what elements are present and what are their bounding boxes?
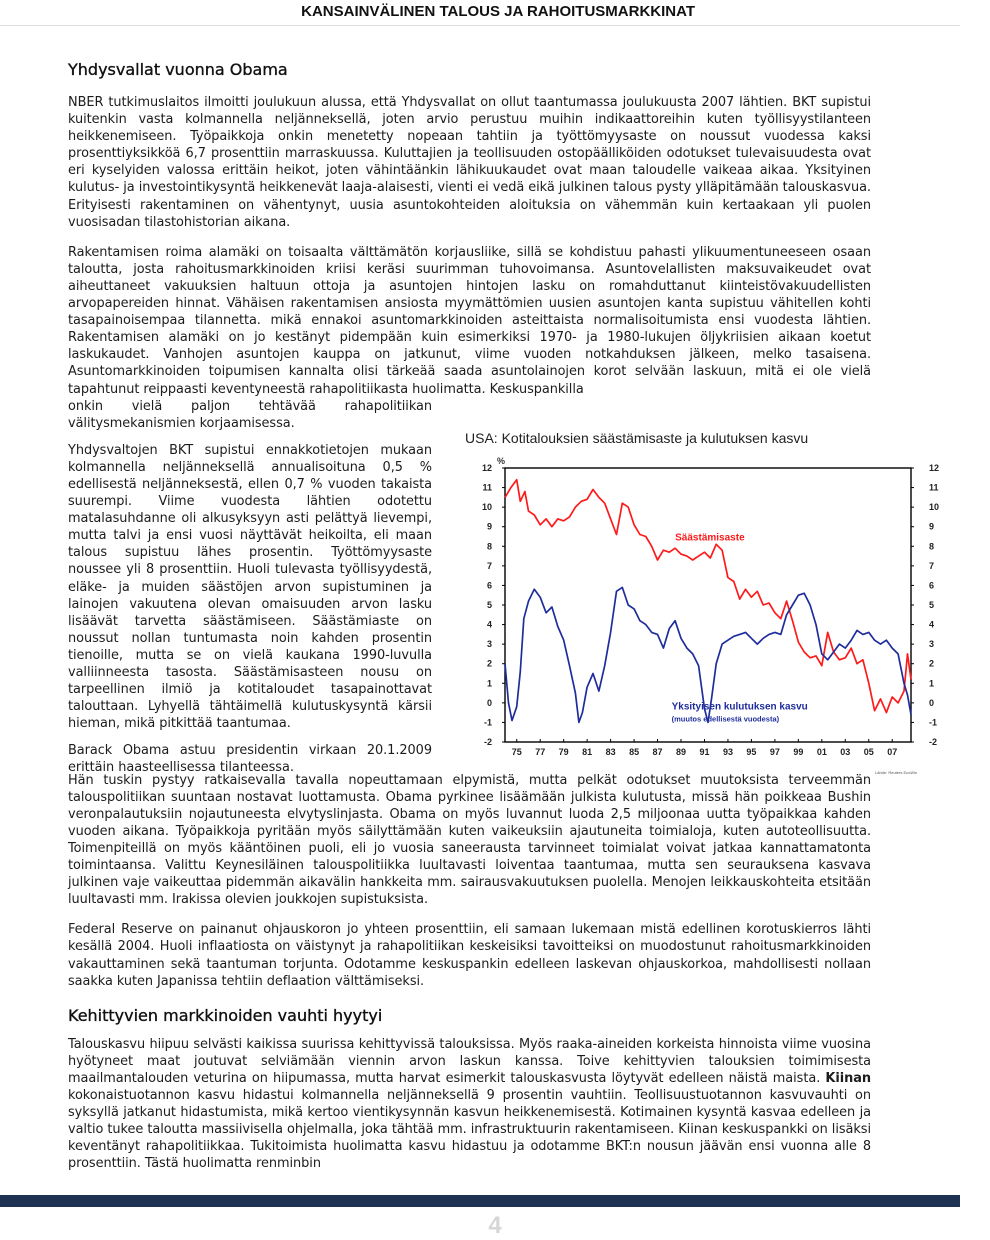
- header-rule: [0, 25, 960, 26]
- x-tick-label: 87: [652, 746, 663, 757]
- y-tick-label-right: 8: [929, 540, 935, 551]
- x-tick-label: 75: [511, 746, 522, 757]
- x-tick-label: 77: [535, 746, 546, 757]
- y-tick-label-right: 9: [929, 521, 935, 532]
- y-tick-label-left: 3: [486, 638, 492, 649]
- x-tick-label: 97: [769, 746, 780, 757]
- x-tick-label: 85: [629, 746, 640, 757]
- y-tick-label-left: 6: [486, 580, 492, 591]
- y-tick-label-right: 10: [929, 501, 940, 512]
- paragraph-obama-lead: Barack Obama astuu presidentin virkaan 20.1.2009 erittäin haasteellisessa tilanteessa.: [68, 743, 432, 776]
- chart-source: Lähde: Reuters EcoWin: [875, 769, 918, 775]
- y-tick-label-left: -2: [483, 736, 492, 747]
- chart-title: USA: Kotitalouksien säästämisaste ja kulutuksen kasvu: [465, 429, 809, 446]
- x-tick-label: 05: [863, 746, 874, 757]
- y-tick-label-left: 5: [486, 599, 492, 610]
- y-tick-label-right: 11: [929, 482, 939, 493]
- x-tick-label: 91: [699, 746, 710, 757]
- y-tick-label-left: 11: [482, 482, 492, 493]
- y-tick-label-right: 5: [929, 599, 935, 610]
- y-axis-unit: %: [497, 455, 506, 466]
- x-tick-label: 99: [793, 746, 804, 757]
- paragraph-monetary-mechanism: onkin vielä paljon tehtävää rahapolitiikan välitysmekanismien korjaamisessa.: [68, 398, 432, 431]
- article-body: [68, 60, 940, 1172]
- paragraph-emerging-a: Talouskasvu hiipuu selvästi kaikissa suurissa kehittyvissä talouksissa. Myös raaka-aineiden korkeista hinnoista viime vuosina hyötyneet maat joutuvat selviämään viennin arvon laskun kanssa. Toive kehittyvien talouksien toimimisesta maailmantalouden veturina on hiipumassa, mutta harvat esimerkit talouskasvusta löytyvät edelleen näistä maista.: [68, 1036, 871, 1086]
- paragraph-emerging: [68, 1036, 871, 1173]
- china-bold: Kiinan: [825, 1070, 871, 1086]
- chart-wrap-section: [68, 398, 940, 776]
- paragraph-nber: NBER tutkimuslaitos ilmoitti joulukuun alussa, että Yhdysvallat on ollut taantumassa joulukuusta 2007 lähtien. BKT supistui kuitenkin vasta kolmannella neljänneksellä, joten arvio perustuu muihin indikaattoreihin kuten työllisyystilanteen heikkenemiseen. Työpaikkoja onkin menetetty nopeaan tahtiin ja työttömyysaste on noussut vuodessa kaksi prosenttiyksikköä 6,7 prosenttiin marraskuussa. Kuluttajien ja teollisuuden ostopäälliköiden odotukset tulevaisuudesta ovat eri kyselyiden valossa erittäin heikot, joten vähintäänkin lähikuukaudet ovat maan taloudelle vaikeaa aikaa. Yksityinen kulutus- ja investointikysyntä heikkenevät laaja-alaisesti, vienti ei vedä eikä julkinen talous pysty ylläpitämään talouskasvua. Erityisesti rakentaminen on vähentynyt, uusia asuntokohteiden aloituksia on vähemmän kuin kertaakaan yli puolen vuosisadan tilastohistorian aikana.: [68, 95, 871, 230]
- paragraph-gdp: Yhdysvaltojen BKT supistui ennakkotietojen mukaan kolmannella neljänneksellä annualisoituna 0,5 % edellisestä neljänneksestä, ellen 0,7 % vuoden takaista suurempi. Viime vuodesta lähtien odotettu matalasuhdanne oli alkusyksyyn asti pelättyä lievempi, mutta talvi ja ensi vuosi näyttävät heikoilta, eli maan talous supistuu lähes prosentin. Työttömyysaste noussee yli 8 prosenttiin. Huoli tulevasta työllisyydestä, eläke- ja muiden säästöjen arvon supistuminen ja lainojen vakuutena olevan omaisuuden arvon lasku lisäävät tarvetta säästämiseen. Säästämiaste on noussut nollan tuntumasta noin kahden prosentin tienoille, mutta se on vielä kaukana 1990-luvulla valliinneesta tasosta. Säästämisasteen nousu on tarpeellinen ilmiö ja kotitaloudet tasapainottavat talouttaan. Lyhyellä tähtäimellä kulutuskysyntä kärsii hieman, mikä pitkittää taantumaa.: [68, 442, 432, 732]
- y-tick-label-left: 9: [486, 521, 492, 532]
- y-tick-label-right: -1: [929, 717, 938, 728]
- chart-svg: [455, 452, 940, 782]
- consumption-series-label: Yksityisen kulutuksen kasvu: [671, 701, 808, 713]
- x-tick-label: 93: [722, 746, 733, 757]
- y-tick-label-right: 3: [929, 638, 935, 649]
- x-tick-label: 01: [816, 746, 827, 757]
- paragraph-emerging-b: kokonaistuotannon kasvu hidastui kolmannella neljänneksellä 9 prosentin vauhtiin. Teollisuustuotannon kasvuvauhti on syksyllä jatkanut hidastumista, mikä kertoo vientikysynnän kasvun heikkenemisestä. Kotimainen kysyntä kasvaa edelleen ja valtio tukee taloutta massiivisella ohjelmalla, joka tähtää mm. infrastruktuurin rakentamiseen. Kiinan keskuspankki on lisäksi keventänyt rahapolitiikkaa. Tukitoimista huolimatta kasvu hidastuu ja odotamme BKT:n nousun jäävän ensi vuonna alle 8 prosenttiin. Tästä huolimatta renminbin: [68, 1088, 871, 1172]
- y-tick-label-left: 10: [481, 501, 492, 512]
- chart-usa-saving-consumption: [455, 429, 940, 782]
- paragraph-construction: Rakentamisen roima alamäki on toisaalta välttämätön korjausliike, sillä se kohdistuu pahasti ylikuumentuneeseen osaan taloutta, josta rahoitusmarkkinoiden kriisi keräsi suurimman tuhovoimansa. Asuntovelallisten maksuvaikeudet ovat aiheuttaneet vakuuksien haltuun ottoja ja asuntojen hintojen lasku on romahduttanut kiinteistövakuudellisten arvopapereiden hinnat. Vähäisen rakentamisen ansiosta myymättömien uusien asuntojen kanta supistuu vähitellen kohti tasapainoisempaa tilannetta. mikä ennakoi asuntomarkkinoiden asteittaista normalisoitumista ensi vuodesta lähtien. Rakentamisen alamäki on jo kestänyt pidempään kuin esimerkiksi 1970- ja 1980-lukujen öljykriisien aikaan koetut laskukaudet. Vanhojen asuntojen kauppa on jatkunut, viime vuoden notkahduksen jälkeen, melko tasaisena. Asuntomarkkinoiden toipumisen kannalta olisi tärkeää saada asuntolainojen korot selvään laskuun, mitä ei ole vielä tapahtunut reippaasti keventyneestä rahapolitiikasta huolimatta. Keskuspankilla: [68, 244, 871, 397]
- y-tick-label-right: 6: [929, 580, 935, 591]
- y-tick-label-left: 0: [486, 697, 492, 708]
- y-tick-label-right: 4: [929, 619, 935, 630]
- y-tick-label-right: -2: [929, 736, 938, 747]
- y-tick-label-right: 2: [929, 658, 935, 669]
- y-tick-label-right: 1: [929, 677, 935, 688]
- saving-rate-line: [505, 479, 911, 712]
- footer-bar: [0, 1195, 960, 1207]
- consumption-series-sublabel: (muutos edellisestä vuodesta): [671, 714, 780, 724]
- section-title-usa: Yhdysvallat vuonna Obama: [68, 60, 288, 79]
- x-tick-label: 07: [887, 746, 898, 757]
- paragraph-obama: Hän tuskin pystyy ratkaisevalla tavalla nopeuttamaan elpymistä, mutta pelkät odotukset muutoksista terveemmän talouspolitiikan suuntaan nostavat luottamusta. Obama pyrkinee lisäämään julkista kulutusta, missä hän poikkeaa Bushin veronpalautuksiin nojautuneesta elvytyslinjasta. Obama on myös luvannut luoda 2,5 miljoonaa uutta työpaikkaa kahden vuoden aikana. Työpaikkoja pyritään myös säilyttämään kuten vaikeuksiin ajautuneita toimialoja, kuten autoteollisuutta. Toimenpiteillä on myös kääntöinen puoli, eli jo vuosia saneerausta tarvinneet toimialat voivat jatkaa kannattamatonta toimintaansa. Valittu Keynesiläinen talouspolitiikka luultavasti loiventaa taantumaa, mutta sen seurauksena kasvava julkinen vaje vaikeuttaa pidemmän aikavälin hankkeita mm. sairausvakuutuksen puolella. Menojen leikkauskohteita etsitään luultavasti mm. Irakissa olevien joukkojen supistuksista.: [68, 772, 871, 908]
- y-tick-label-right: 0: [929, 697, 935, 708]
- section-title-emerging: Kehittyvien markkinoiden vauhti hyytyi: [68, 1005, 383, 1025]
- y-tick-label-right: 12: [929, 462, 940, 473]
- x-tick-label: 83: [605, 746, 616, 757]
- running-header: KANSAINVÄLINEN TALOUS JA RAHOITUSMARKKINAT: [301, 3, 695, 20]
- x-tick-label: 89: [676, 746, 687, 757]
- x-tick-label: 79: [558, 746, 569, 757]
- y-tick-label-left: -1: [483, 717, 492, 728]
- y-tick-label-right: 7: [929, 560, 935, 571]
- x-tick-label: 03: [840, 746, 851, 757]
- y-tick-label-left: 2: [486, 658, 492, 669]
- y-tick-label-left: 1: [486, 677, 492, 688]
- x-tick-label: 81: [582, 746, 593, 757]
- y-tick-label-left: 8: [486, 540, 492, 551]
- x-tick-label: 95: [746, 746, 757, 757]
- saving-series-label: Säästämisaste: [675, 532, 745, 544]
- y-tick-label-left: 4: [486, 619, 492, 630]
- y-tick-label-left: 7: [486, 560, 492, 571]
- y-tick-label-left: 12: [481, 462, 492, 473]
- paragraph-fed: Federal Reserve on painanut ohjauskoron jo yhteen prosenttiin, eli samaan lukemaan mistä edellinen korotuskierros lähti kesällä 2004. Huoli inflaatiosta on väistynyt ja rahapolitiikan keskeisiksi tavoitteiksi on muodostunut rahoitusmarkkinoiden vakauttaminen sekä taantuman torjunta. Odotamme keskuspankin edelleen laskevan ohjauskorkoa, mahdollisesti nollaan saakka kuten Japanissa tehtiin deflaation välttämiseksi.: [68, 922, 871, 989]
- text-column: [68, 398, 432, 777]
- page-number: 4: [488, 1212, 502, 1239]
